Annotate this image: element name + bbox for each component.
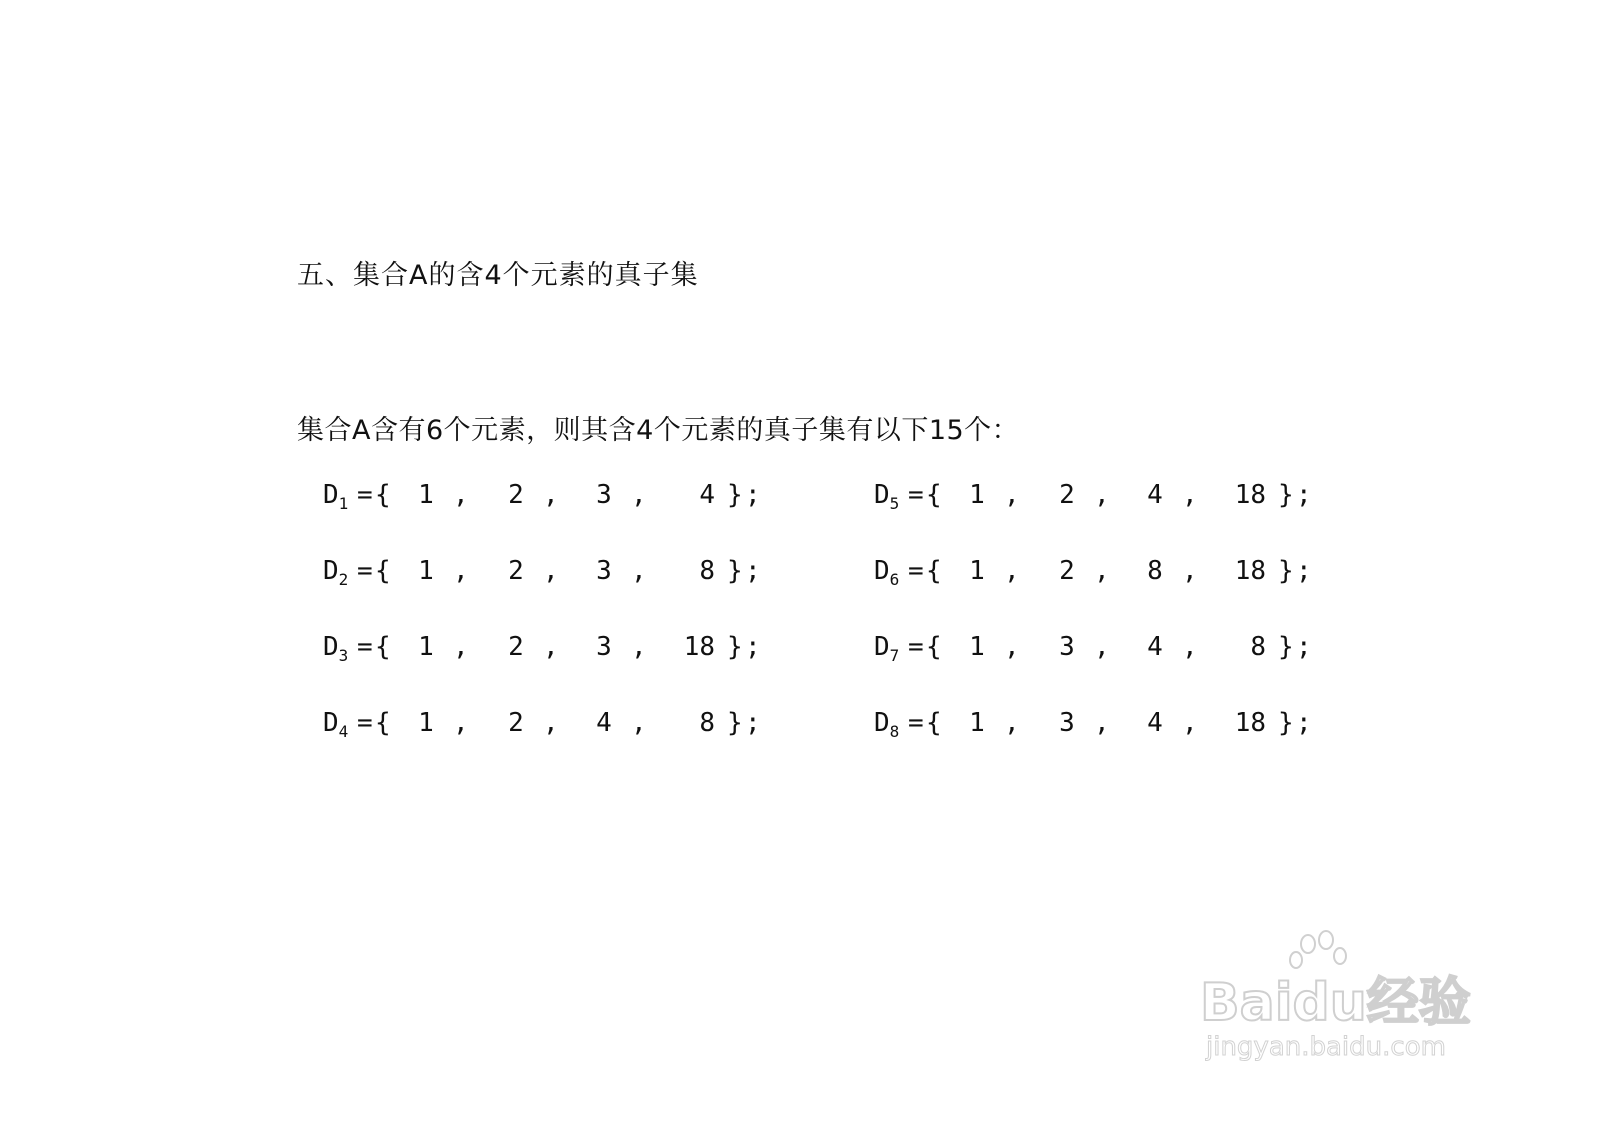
equals-sign: = [357,480,373,510]
subset-index: 7 [889,646,900,665]
open-brace: { [926,708,942,738]
subset-letter: D [874,632,890,662]
baidu-jingyan-watermark [1200,930,1490,1080]
subset-letter: D [874,480,890,510]
comma: , [453,708,469,738]
comma: , [543,632,559,662]
subset-letter: D [323,480,339,510]
subset-index: 4 [338,722,349,741]
set-element: 18 [1234,708,1266,738]
set-element: 3 [596,480,612,510]
equals-sign: = [357,556,373,586]
close-brace: } [1278,480,1294,510]
subset-row [874,703,1324,743]
set-element: 8 [1147,556,1163,586]
comma: , [1094,708,1110,738]
set-element: 1 [969,708,985,738]
close-brace: } [1278,708,1294,738]
subset-name [323,703,348,752]
comma: , [453,632,469,662]
comma: , [1004,632,1020,662]
set-element: 3 [596,556,612,586]
open-brace: { [375,632,391,662]
comma: , [631,708,647,738]
close-brace: } [1278,632,1294,662]
close-brace: } [727,556,743,586]
set-element: 2 [1059,480,1075,510]
set-element: 1 [418,708,434,738]
equals-sign: = [908,556,924,586]
set-element: 3 [1059,708,1075,738]
equals-sign: = [908,708,924,738]
set-element: 4 [1147,480,1163,510]
comma: , [1094,480,1110,510]
semicolon: ; [1296,632,1312,662]
watermark-url: jingyan.baidu.com [1206,1032,1446,1062]
subset-letter: D [323,556,339,586]
equals-sign: = [908,632,924,662]
comma: , [1182,480,1198,510]
set-element: 2 [508,556,524,586]
comma: , [453,480,469,510]
set-element: 18 [683,632,715,662]
subset-letter: D [874,556,890,586]
comma: , [543,556,559,586]
set-element: 18 [1234,480,1266,510]
set-element: 4 [1147,632,1163,662]
set-element: 2 [508,480,524,510]
subset-name [874,475,899,524]
subset-letter: D [874,708,890,738]
equals-sign: = [908,480,924,510]
section-heading: 五、集合A的含4个元素的真子集 [297,260,699,291]
close-brace: } [727,632,743,662]
semicolon: ; [745,708,761,738]
set-element: 1 [418,556,434,586]
set-element: 8 [1250,632,1266,662]
comma: , [453,556,469,586]
set-element: 8 [699,708,715,738]
semicolon: ; [745,480,761,510]
semicolon: ; [745,632,761,662]
set-element: 1 [969,632,985,662]
subset-index: 5 [889,494,900,513]
subset-name [323,475,348,524]
set-element: 2 [508,708,524,738]
comma: , [1004,480,1020,510]
comma: , [1004,556,1020,586]
set-element: 1 [969,556,985,586]
subset-name [323,627,348,676]
close-brace: } [1278,556,1294,586]
comma: , [1182,632,1198,662]
comma: , [1182,708,1198,738]
set-element: 1 [418,480,434,510]
set-element: 1 [418,632,434,662]
semicolon: ; [1296,708,1312,738]
close-brace: } [727,480,743,510]
comma: , [631,556,647,586]
open-brace: { [375,708,391,738]
subset-row [874,551,1324,591]
open-brace: { [375,480,391,510]
set-element: 18 [1234,556,1266,586]
open-brace: { [926,480,942,510]
subset-name [323,551,348,600]
set-element: 3 [596,632,612,662]
subset-index: 1 [338,494,349,513]
subset-row [874,475,1324,515]
close-brace: } [727,708,743,738]
subset-letter: D [323,708,339,738]
intro-text: 集合A含有6个元素，则其含4个元素的真子集有以下15个： [297,415,1020,446]
subset-row [323,703,773,743]
semicolon: ; [1296,480,1312,510]
open-brace: { [926,556,942,586]
subset-index: 2 [338,570,349,589]
subset-row [323,627,773,667]
subset-index: 8 [889,722,900,741]
comma: , [1004,708,1020,738]
subset-name [874,627,899,676]
semicolon: ; [1296,556,1312,586]
comma: , [1182,556,1198,586]
set-element: 2 [1059,556,1075,586]
set-element: 4 [699,480,715,510]
semicolon: ; [745,556,761,586]
subset-row [323,551,773,591]
subset-name [874,551,899,600]
set-element: 1 [969,480,985,510]
set-element: 8 [699,556,715,586]
subset-row [323,475,773,515]
open-brace: { [926,632,942,662]
comma: , [543,708,559,738]
set-element: 4 [1147,708,1163,738]
set-element: 4 [596,708,612,738]
equals-sign: = [357,708,373,738]
comma: , [1094,632,1110,662]
equals-sign: = [357,632,373,662]
subset-index: 6 [889,570,900,589]
comma: , [631,632,647,662]
subset-letter: D [323,632,339,662]
comma: , [543,480,559,510]
open-brace: { [375,556,391,586]
set-element: 3 [1059,632,1075,662]
comma: , [1094,556,1110,586]
set-element: 2 [508,632,524,662]
subset-row [874,627,1324,667]
subset-name [874,703,899,752]
comma: , [631,480,647,510]
watermark-logo-text: Baidu经验 [1200,973,1471,1033]
subset-index: 3 [338,646,349,665]
